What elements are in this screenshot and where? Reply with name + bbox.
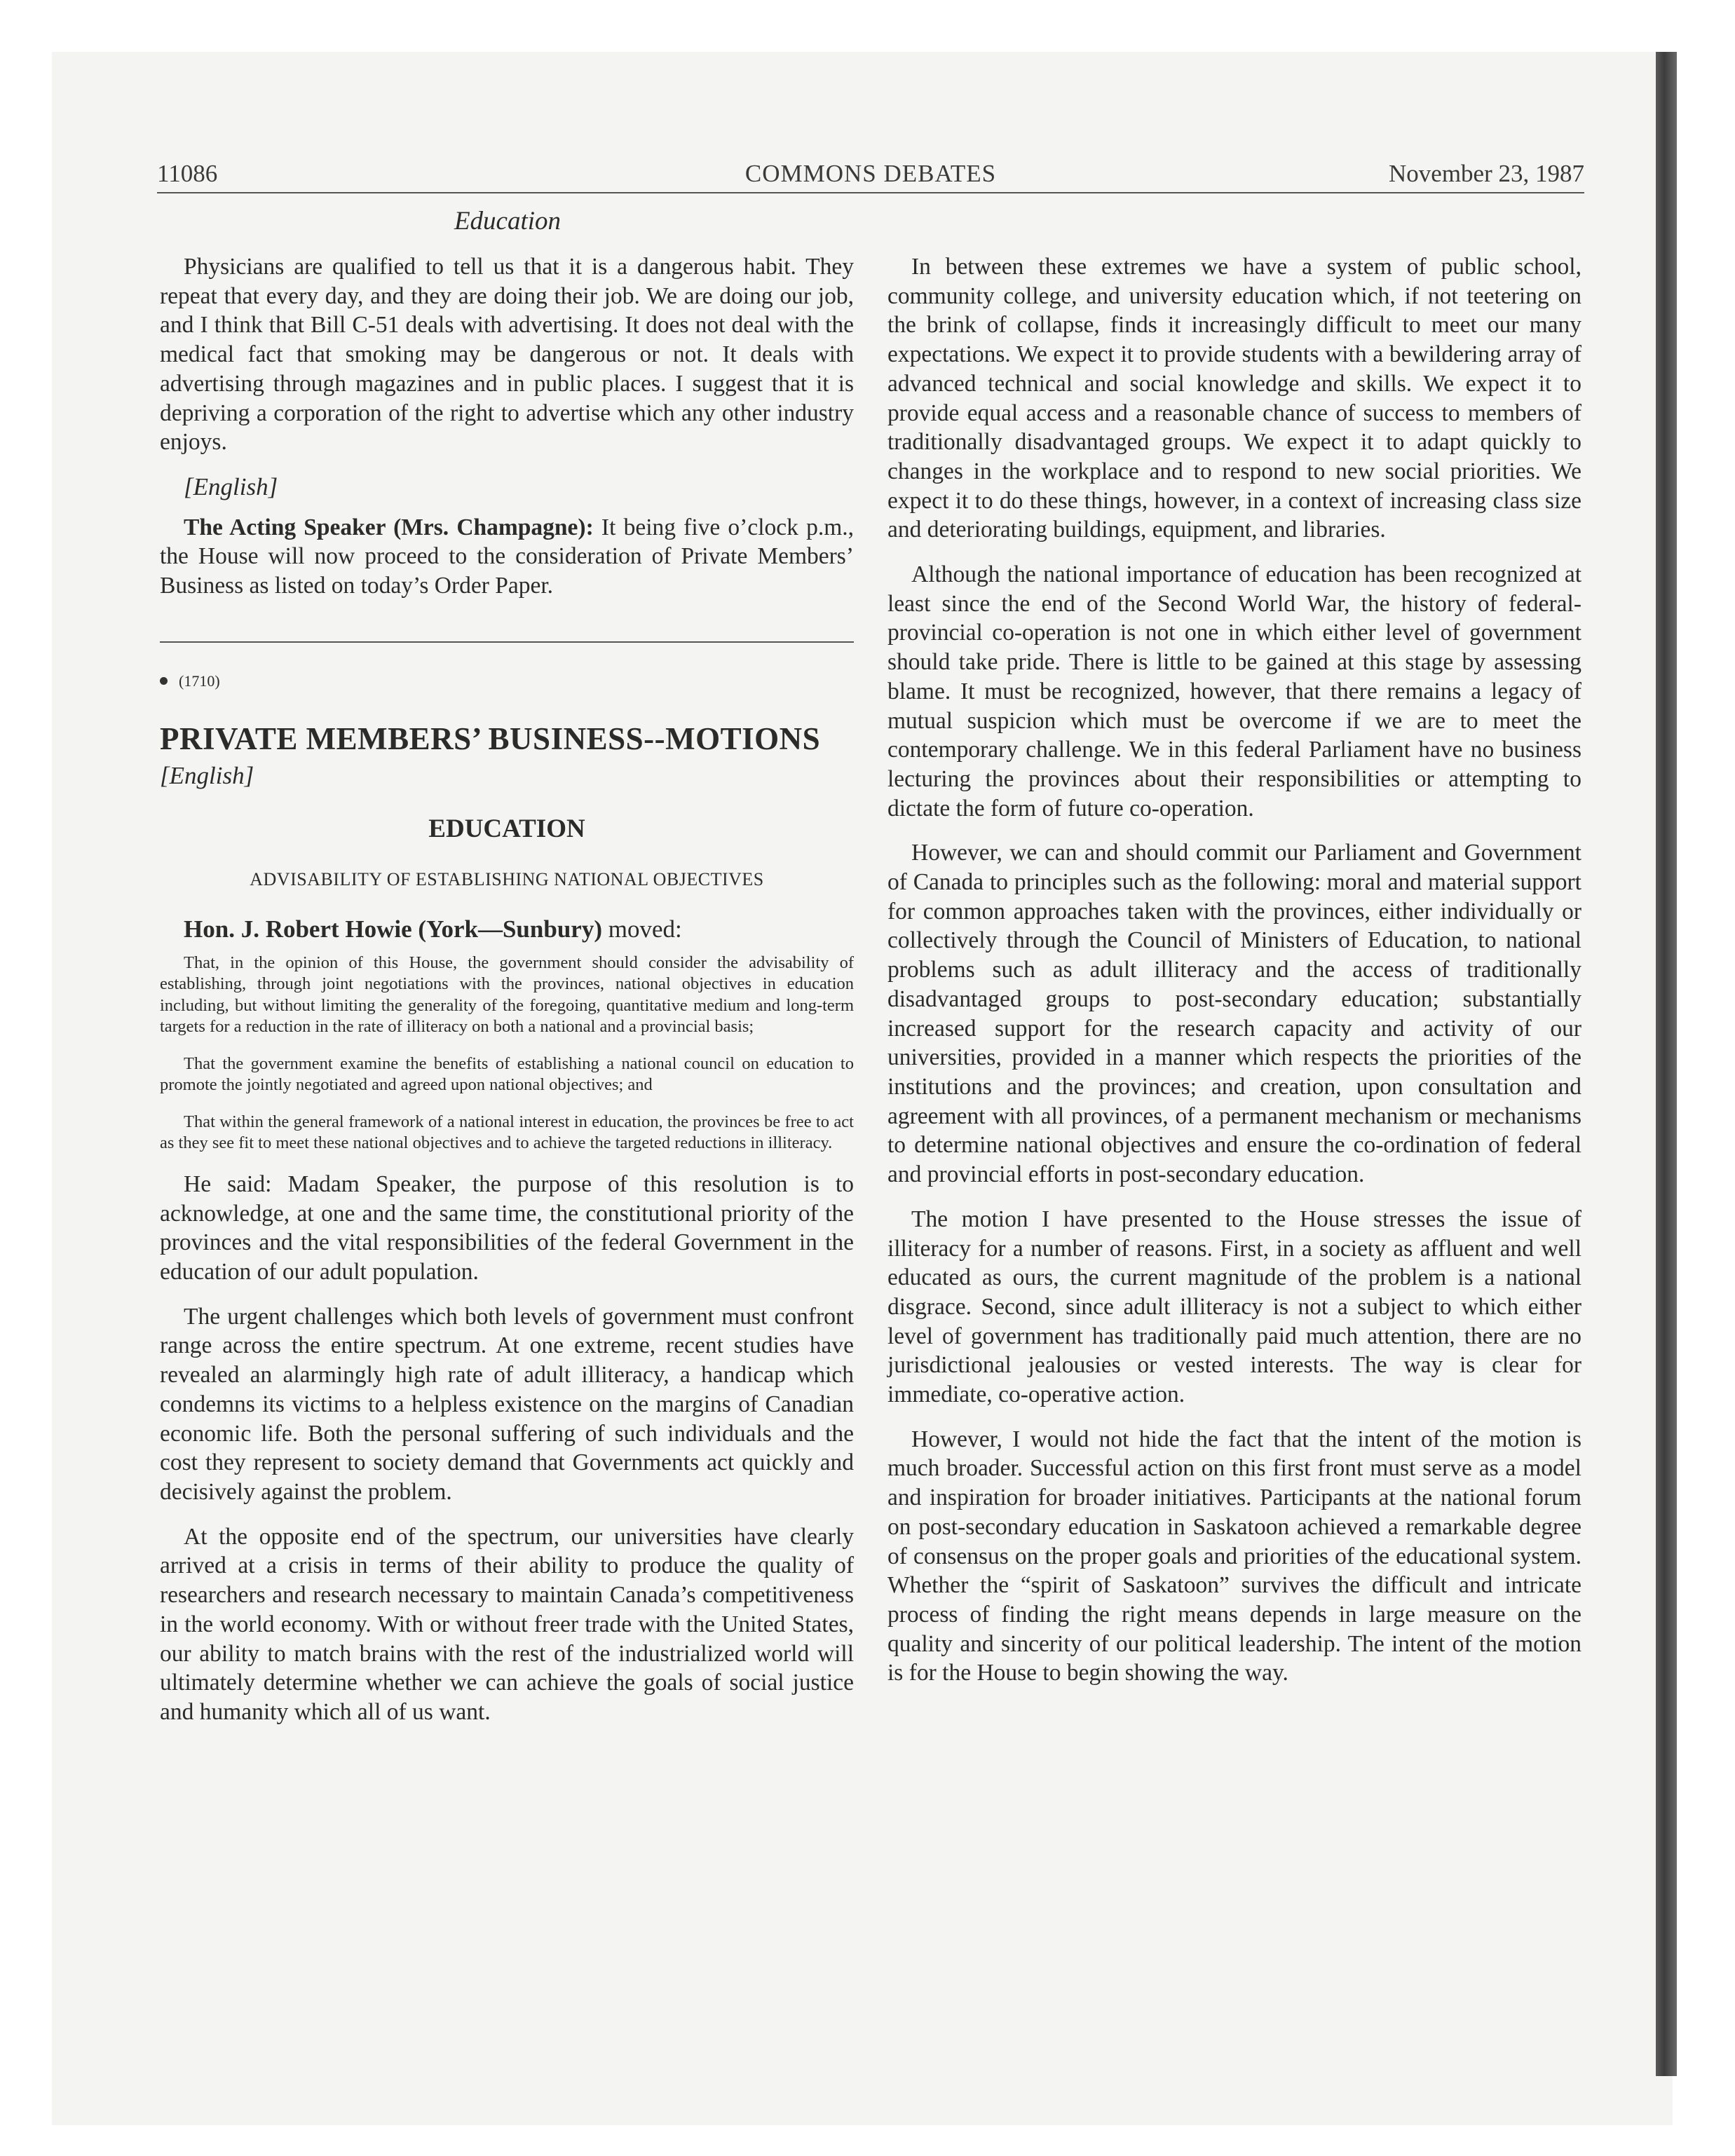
paragraph: The urgent challenges which both levels of government must confront range across the entire spectrum. At one extreme, recent studies have revealed an alarmingly high rate of adult illiteracy, a handicap which condemns its victims to a helpless existence on the margins of Canadian economic life. Both the personal suffering of such individuals and the cost they represent to society demand that Governments act quickly and decisively against the problem. xyxy=(160,1303,854,1505)
language-marker: [English] xyxy=(160,762,254,790)
speaker-name: The Acting Speaker (Mrs. Champagne): xyxy=(184,514,594,540)
mover-name: Hon. J. Robert Howie (York—Sunbury) xyxy=(184,915,602,943)
mover-line xyxy=(184,915,854,944)
speaker-text: It being five o’clock p.m., the House will now proceed to the consideration of Private Members’ Business as listed on today’s Order Paper. xyxy=(160,514,854,599)
bullet-icon xyxy=(160,677,168,685)
paragraph: However, we can and should commit our Parliament and Government of Canada to principles such as the following: moral and material support for common approaches taken with the provinces, either individually or collectively through the Council of Ministers of Education, to national problems such as adult illiteracy and the access of traditionally disadvantaged groups to post-secondary education; substantially increased support for the research capacity and activity of our universities, provided in a manner which respects the priorities of the institutions and the provinces; and creation, upon consultation and agreement with all provinces, of a permanent mechanism or mechanisms to determine national objectives and ensure the co-ordination of federal and provincial efforts in post-secondary education. xyxy=(887,840,1581,1188)
paragraph: The motion I have presented to the House stresses the issue of illiteracy for a number of reasons. First, in a society as affluent and well educated as ours, the current magnitude of the problem is a national disgrace. Second, since adult illiteracy is not a subject to which either level of government has traditionally paid much attention, there are no jurisdictional jealousies or vested interests. The way is clear for immediate, co-operative action. xyxy=(887,1206,1581,1408)
motion-clause: That, in the opinion of this House, the government should consider the advisability of establishing, through joint negotiations with the provinces, national objectives in education including, but without limiting the generality of the foregoing, quantitative medium and long-term targets for a reduction in the rate of illiteracy on both a national and a provincial basis; xyxy=(160,953,854,1037)
mover-action: moved: xyxy=(601,915,682,943)
paragraph: In between these extremes we have a system of public school, community college, and university education which, if not teetering on the brink of collapse, finds it increasingly difficult to meet our many expectations. We expect it to provide students with a bewildering array of advanced technical and social knowledge and skills. We expect it to provide equal access and a reasonable chance of success to members of traditionally disadvantaged groups. We expect it to adapt quickly to changes in the workplace and to respond to new social priorities. We expect it to do these things, however, in a context of increasing class size and deteriorating buildings, equipment, and libraries. xyxy=(887,254,1581,543)
right-column xyxy=(887,252,1581,1703)
left-column xyxy=(160,252,854,1742)
header-rule xyxy=(157,192,1584,193)
motion-clause: That the government examine the benefits of establishing a national council on education to promote the jointly negotiated and agreed upon national objectives; and xyxy=(160,1053,854,1095)
page-number: 11086 xyxy=(157,160,218,187)
language-marker: [English] xyxy=(184,472,278,500)
section-title: PRIVATE MEMBERS’ BUSINESS--MOTIONS xyxy=(160,721,821,757)
paragraph: He said: Madam Speaker, the purpose of this resolution is to acknowledge, at one and the same time, the constitutional priority of the provinces and the vital responsibilities of the federal Government in the education of our adult population. xyxy=(160,1171,854,1285)
paragraph: At the opposite end of the spectrum, our universities have clearly arrived at a crisis in terms of their ability to produce the quality of researchers and research necessary to maintain Canada’s competitiveness in the world economy. With or without freer trade with the United States, our ability to match brains with the rest of the industrialized world will ultimately determine whether we can achieve the goals of social justice and humanity which all of us want. xyxy=(160,1523,854,1725)
motion-clause: That within the general framework of a national interest in education, the provinces be free to act as they see fit to meet these national objectives and to achieve the targeted reductions in illiteracy. xyxy=(160,1112,854,1153)
speaker-paragraph xyxy=(160,513,854,601)
publication-date: November 23, 1987 xyxy=(1389,160,1584,187)
time-code: (1710) xyxy=(179,671,220,690)
section-divider xyxy=(160,641,854,643)
paragraph: Although the national importance of education has been recognized at least since the end of the Second World War, the history of federal-provincial co-operation is not one in which either level of government should take pride. There is little to be gained at this stage by assessing blame. It must be recognized, however, that there remains a legacy of mutual suspicion which must be overcome if we are to meet the contemporary challenge. We in this federal Parliament have no business lecturing the provinces about their responsibilities or attempting to dictate the form of future co-operation. xyxy=(887,561,1581,821)
publication-title: COMMONS DEBATES xyxy=(744,160,997,187)
time-marker xyxy=(160,667,854,696)
paragraph: However, I would not hide the fact that the intent of the motion is much broader. Successful action on this first front must serve as a model and inspiration for broader initiatives. Participants at the national forum on post-secondary education in Saskatoon achieved a remarkable degree of consensus on the proper goals and priorities of the educational system. Whether the “spirit of Saskatoon” survives the difficult and intricate process of finding the right means depends in large measure on the quality and sincerity of our political leadership. The intent of the motion is for the House to begin showing the way. xyxy=(887,1426,1581,1686)
subject-heading: Education xyxy=(454,207,562,236)
topic-heading: EDUCATION xyxy=(428,814,585,843)
running-header xyxy=(157,160,1584,195)
subtopic-heading: ADVISABILITY OF ESTABLISHING NATIONAL OBJECTIVES xyxy=(250,868,764,889)
scan-edge-shadow xyxy=(1656,52,1677,2076)
paragraph: Physicians are qualified to tell us that it is a dangerous habit. They repeat that every day, and they are doing their job. We are doing our job, and I think that Bill C-51 deals with advertising. It does not deal with the medical fact that smoking may be dangerous or not. It deals with advertising through magazines and in public places. I suggest that it is depriving a corporation of the right to advertise which any other industry enjoys. xyxy=(160,254,854,456)
